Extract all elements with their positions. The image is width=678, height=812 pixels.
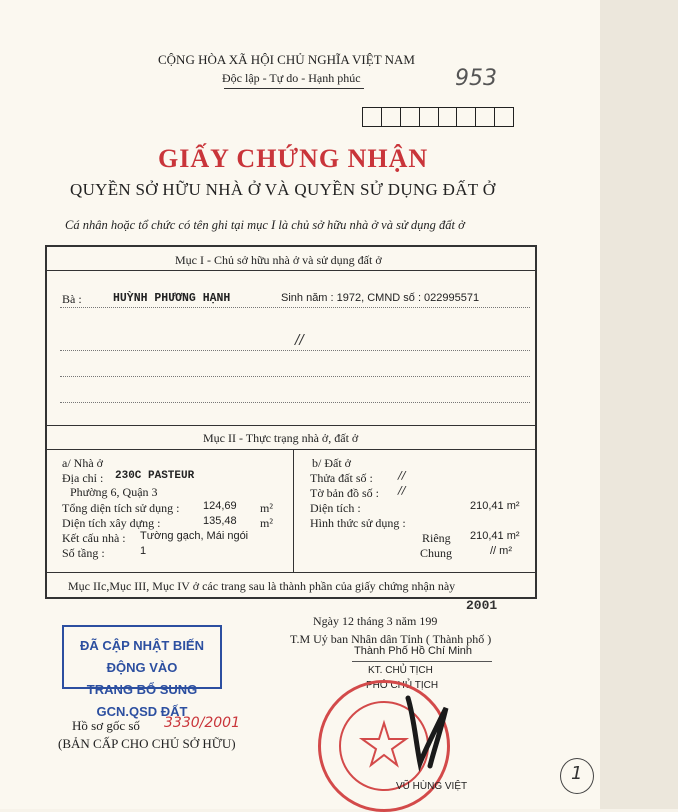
handwritten-number: 953 [455,66,497,91]
parcel-label: Thửa đất số : [310,471,373,485]
floors-label: Số tầng : [62,546,105,560]
year-handwritten: 2001 [466,598,498,613]
address-line2: Phường 6, Quận 3 [70,485,158,499]
city-underline [352,661,492,662]
total-area-label: Tổng diện tích sử dụng : [62,501,180,515]
parcel-value: // [398,469,406,482]
vice-title: PHÓ CHỦ TỊCH [366,680,439,691]
private-label: Riêng [422,531,451,545]
page-edge [600,0,678,809]
record-number: 3330/2001 [164,715,240,731]
address-value: 230C PASTEUR [115,470,195,482]
update-stamp [62,625,222,719]
motto: Độc lập - Tự do - Hạnh phúc [222,71,361,85]
section1-divider [45,270,537,271]
dotted-line [60,307,530,308]
private-value: 210,41 m² [470,530,520,542]
dotted-line [60,350,530,351]
kt-title: KT. CHỦ TỊCH [368,665,433,676]
dotted-line [60,402,530,403]
section1-ditto: // [295,333,304,348]
structure-value: Tường gạch, Mái ngói [140,530,249,542]
land-area-label: Diện tích : [310,501,361,515]
section2-top-divider [45,425,537,426]
usage-label: Hình thức sử dụng : [310,516,406,530]
section1-heading: Mục I - Chủ sở hữu nhà ở và sử dụng đất ở [175,253,382,267]
certificate-title: GIẤY CHỨNG NHẬN [158,144,429,173]
date-line: Ngày 12 tháng 3 năm 199 [313,614,438,628]
signature [396,688,466,778]
owner-prefix: Bà : [62,292,82,306]
footer-note: Mục IIc,Mục III, Mục IV ở các trang sau là thành phần của giấy chứng nhận này [68,579,456,593]
column-divider [293,449,294,572]
built-area-value: 135,48 [203,515,237,527]
total-area-value: 124,69 [203,500,237,512]
land-label: b/ Đất ở [312,456,352,470]
section2-divider [45,449,537,450]
signer-name: VŨ HÙNG VIỆT [396,781,468,792]
map-label: Tờ bản đồ số : [310,486,380,500]
total-area-unit: m² [260,501,273,515]
structure-label: Kết cấu nhà : [62,531,126,545]
certificate-subtitle: QUYỀN SỞ HỮU NHÀ Ở VÀ QUYỀN SỬ DỤNG ĐẤT Ở [70,180,496,199]
built-area-label: Diện tích xây dựng : [62,516,161,530]
city-line: Thành Phố Hồ Chí Minh [354,645,473,657]
floors-value: 1 [140,545,147,557]
owner-details: Sinh năm : 1972, CMND số : 022995571 [281,292,480,304]
certificate-intro: Cá nhân hoặc tổ chức có tên ghi tại mục I là chủ sở hữu nhà ở và sử dụng đất ở [65,218,465,232]
stamp-line-2: TRANG BỔ SUNG GCN.QSD ĐẤT [86,682,198,719]
stamp-line-1: ĐÃ CẬP NHẬT BIẾN ĐỘNG VÀO [80,638,204,675]
committee-line: T.M Uỷ ban Nhân dân Tỉnh ( Thành phố ) [290,632,492,646]
address-label: Địa chỉ : [62,471,104,485]
section2-heading: Mục II - Thực trạng nhà ở, đất ở [203,431,359,445]
shared-value: // m² [490,545,512,557]
section2-bottom-divider [45,572,537,573]
owner-name: HUỲNH PHƯƠNG HẠNH [113,292,231,305]
land-area-value: 210,41 m² [470,500,520,512]
house-label: a/ Nhà ở [62,456,103,470]
map-value: // [398,484,406,497]
copy-note: (BẢN CẤP CHO CHỦ SỞ HỮU) [58,736,236,751]
built-area-unit: m² [260,516,273,530]
motto-underline [224,88,364,89]
dotted-line [60,376,530,377]
record-label: Hồ sơ gốc số [72,718,140,733]
republic-heading: CỘNG HÒA XÃ HỘI CHỦ NGHĨA VIỆT NAM [158,52,415,67]
page-mark-number: 1 [571,763,583,784]
shared-label: Chung [420,546,453,560]
serial-number-box [362,107,514,127]
